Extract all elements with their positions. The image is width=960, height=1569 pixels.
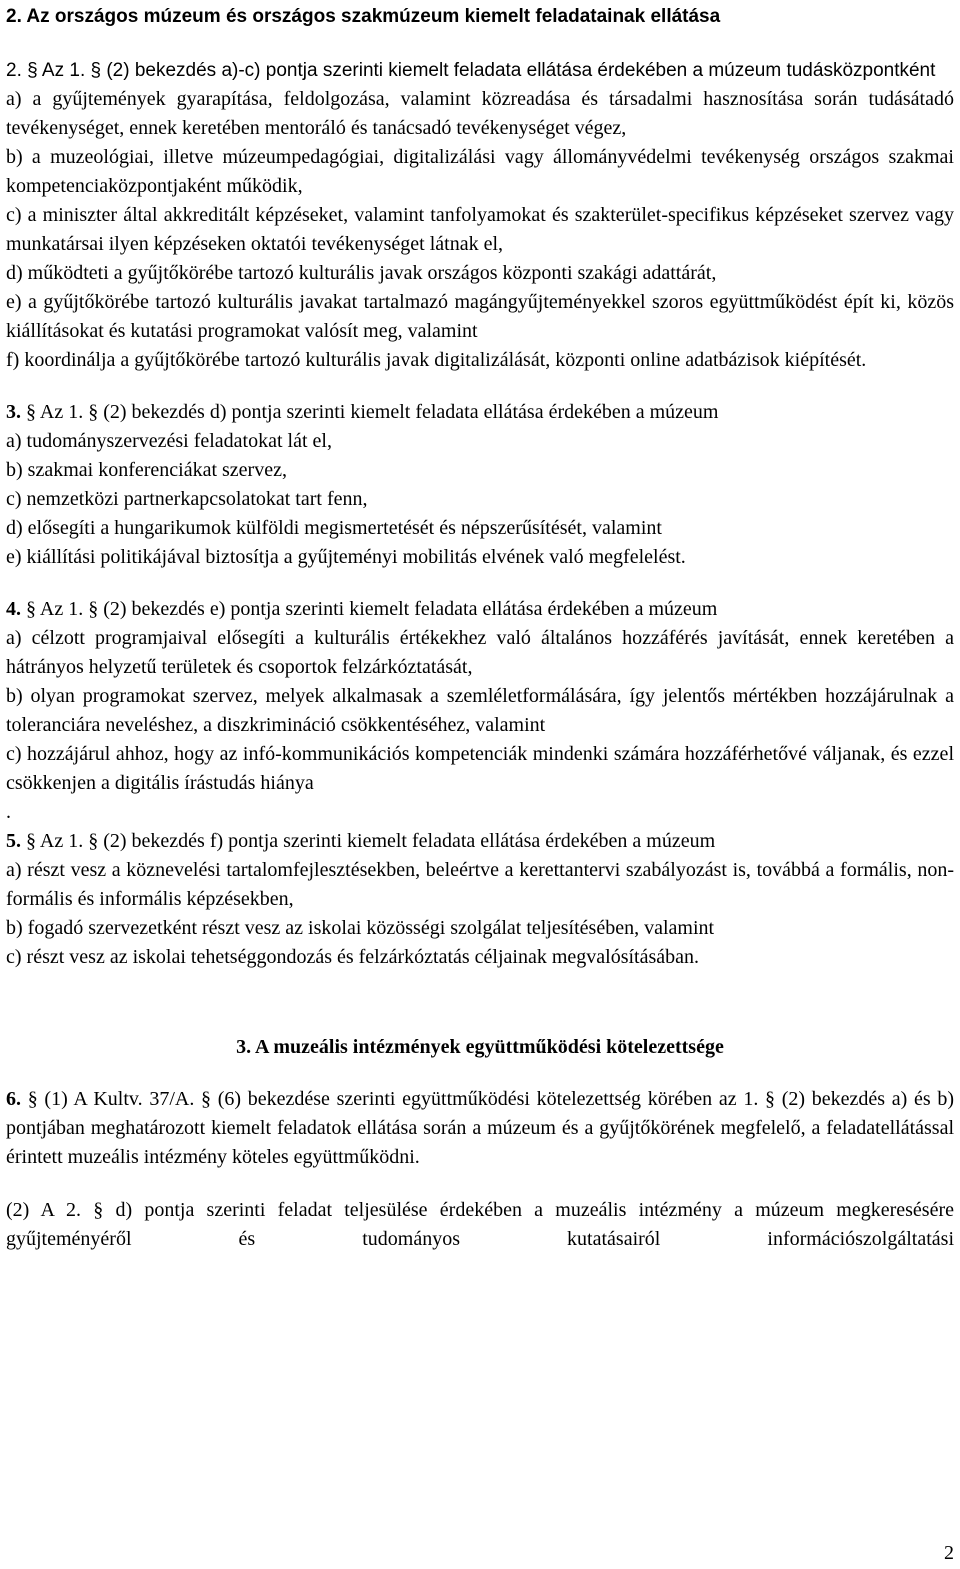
paragraph-6-number: 6. [6,1088,21,1110]
paragraph-3 [6,398,954,572]
paragraph-5-item-b: b) fogadó szervezetként részt vesz az iskolai közösségi szolgálat teljesítésében, valamint [6,917,715,939]
paragraph-2-item-a: a) a gyűjtemények gyarapítása, feldolgozása, valamint közreadása és társadalmi hasznosítása során tudásátadó tevékenységet, ennek keretében mentoráló és tanácsadó tevékenységet végez, [6,88,954,139]
paragraph-3-number: 3. [6,401,21,423]
paragraph-4-item-c: c) hozzájárul ahhoz, hogy az infó-kommunikációs kompetenciák mindenki számára hozzáférhetővé váljanak, és ezzel csökkenjen a digitális írástudás hiánya [6,743,954,794]
paragraph-2-item-c: c) a miniszter által akkreditált képzéseket, valamint tanfolyamokat és szakterület-specifikus képzéseket szervez vagy munkatársai ilyen képzéseken oktatói tevékenységet látnak el, [6,204,954,255]
paragraph-3-head [6,398,954,427]
paragraph-4-trailing-dot: . [6,801,11,823]
paragraph-4-item-b: b) olyan programokat szervez, melyek alkalmasak a szemléletformálására, így jelentős mértékben hozzájárulnak a toleranciára neveléshez, a diszkrimináció csökkentéséhez, valamint [6,685,954,736]
paragraph-5-number: 5. [6,830,21,852]
chapter-title: 3. A muzeális intézmények együttműködési kötelezettsége [236,1036,724,1058]
paragraph-2-item-f: f) koordinálja a gyűjtőkörébe tartozó kulturális javak digitalizálását, központi online adatbázisok kiépítését. [6,349,867,371]
section-title: 2. Az országos múzeum és országos szakmúzeum kiemelt feladatainak ellátása [6,6,721,27]
paragraph-4-number: 4. [6,598,21,620]
paragraph-6-subsection-1-text: § (1) A Kultv. 37/A. § (6) bekezdése szerinti együttműködési kötelezettség körében az 1. § (2) bekezdés a) és b) pontjában meghatározott kiemelt feladatok ellátása során a múzeum és a gyűjtőkörének megfelelő, a feladatellátással érintett muzeális intézmény köteles együttműködni. [6,1088,954,1168]
paragraph-4-item-a: a) célzott programjaival elősegíti a kulturális értékekhez való általános hozzáférés javítását, ennek keretében a hátrányos helyzetű területek és csoportok felzárkóztatását, [6,627,954,678]
paragraph-6-subsection-1 [6,1085,954,1172]
paragraph-6 [6,1085,954,1172]
paragraph-6-subsection-2 [6,1196,954,1254]
paragraph-2-item-d: d) működteti a gyűjtőkörébe tartozó kulturális javak országos központi szakági adattárát, [6,262,717,284]
paragraph-2-item-e: e) a gyűjtőkörébe tartozó kulturális javakat tartalmazó magángyűjteményekkel szoros együttműködést épít ki, közös kiállításokat és kutatási programokat valósít meg, valamint [6,291,954,342]
paragraph-3-item-b: b) szakmai konferenciákat szervez, [6,459,287,481]
paragraph-2-head: 2. § Az 1. § (2) bekezdés a)-c) pontja szerinti kiemelt feladata ellátása érdekében a múzeum tudásközpontként [6,60,936,81]
paragraph-4-head-text: § Az 1. § (2) bekezdés e) pontja szerinti kiemelt feladata ellátása érdekében a múzeum [21,598,718,620]
paragraph-5-item-a: a) részt vesz a köznevelési tartalomfejlesztésekben, beleértve a kerettantervi szabályozást is, továbbá a formális, non-formális és informális képzésekben, [6,859,954,910]
paragraph-3-head-text: § Az 1. § (2) bekezdés d) pontja szerinti kiemelt feladata ellátása érdekében a múzeum [21,401,719,423]
paragraph-2-item-b: b) a muzeológiai, illetve múzeumpedagógiai, digitalizálási vagy állományvédelmi tevékenység országos szakmai kompetenciaközpontjaként működik, [6,146,954,197]
paragraph-3-item-a: a) tudományszervezési feladatokat lát el, [6,430,332,452]
paragraph-5 [6,827,954,972]
document-page [6,0,954,1254]
paragraph-3-item-e: e) kiállítási politikájával biztosítja a gyűjteményi mobilitás elvének való megfelelést. [6,546,686,568]
paragraph-5-head-text: § Az 1. § (2) bekezdés f) pontja szerinti kiemelt feladata ellátása érdekében a múzeum [21,830,716,852]
paragraph-4-head [6,595,954,624]
paragraph-5-head [6,827,954,856]
page-number: 2 [944,1542,954,1564]
paragraph-3-item-d: d) elősegíti a hungarikumok külföldi megismertetését és népszerűsítését, valamint [6,517,662,539]
paragraph-4 [6,595,954,827]
paragraph-2 [6,56,954,375]
paragraph-6-subsection-2-text: (2) A 2. § d) pontja szerinti feladat teljesülése érdekében a muzeális intézmény a múzeum megkeresésére gyűjteményéről és tudományos kutatásairól információszolgáltatási [6,1199,954,1250]
paragraph-3-item-c: c) nemzetközi partnerkapcsolatokat tart fenn, [6,488,368,510]
paragraph-5-item-c: c) részt vesz az iskolai tehetséggondozás és felzárkóztatás céljainak megvalósításában. [6,946,700,968]
